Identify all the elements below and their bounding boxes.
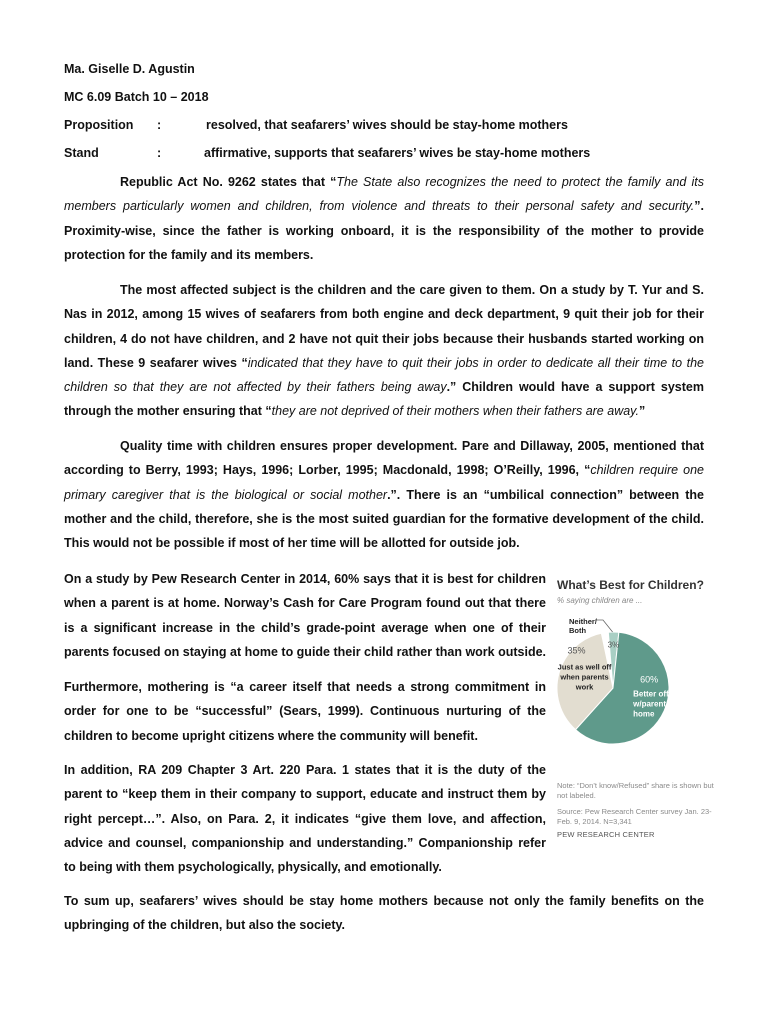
pew-chart — [555, 574, 715, 842]
slice-category-label: Neither/ — [569, 617, 597, 626]
stand-text: affirmative, supports that seafarers’ wives be stay-home mothers — [204, 146, 591, 160]
paragraph-6: In addition, RA 209 Chapter 3 Art. 220 Para. 1 states that it is the duty of the parent to “keep them in their company to support, educate and instruct them by right percept…”. Also, on Para. 2, it indicates “give them love, and affection, advice and counsel, companionship and understanding.” Companionship refer to being with them psychologically, physically, and emotionally. — [64, 763, 546, 875]
chart-source: Source: Pew Research Center survey Jan. 23-Feb. 9, 2014. N=3,341 — [557, 807, 712, 826]
slice-category-label: Both — [569, 626, 587, 635]
chart-subtitle: % saying children are ... — [557, 596, 643, 605]
slice-category-label: when parents — [560, 672, 609, 682]
stand-row — [64, 146, 724, 162]
paragraph-3: Quality time with children ensures proper development. Pare and Dillaway, 2005, mentioned that according to Berry, 1993; Hays, 1996; Lorber, 1995; Macdonald, 1998; O’Reilly, 1996, “children require one primary caregiver that is the biological or social mother.”. There is an “umbilical connection” between the mother and the child, therefore, she is the most suited guardian for the formative development of the child. This would not be possible if most of her time will be allotted for outside job. — [64, 439, 704, 551]
stand-label: Stand — [64, 146, 99, 160]
proposition-separator: : — [157, 118, 162, 132]
chart-brand: PEW RESEARCH CENTER — [557, 830, 655, 839]
chart-title: What’s Best for Children? — [557, 578, 704, 592]
pie-chart — [555, 574, 715, 774]
paragraph-5: Furthermore, mothering is “a career itself that needs a strong commitment in order for one to be “successful” (Sears, 1999). Continuous nurturing of the children to become upright citizens where the community will benefit. — [64, 680, 546, 743]
author-name: Ma. Giselle D. Agustin — [64, 62, 195, 76]
chart-note: Note: “Don’t know/Refused” share is shown but not labeled. — [557, 781, 714, 800]
slice-value-label: 60% — [640, 674, 659, 685]
proposition-text: resolved, that seafarers’ wives should be stay-home mothers — [206, 118, 568, 132]
proposition-label: Proposition — [64, 118, 134, 132]
slice-category-label: w/parent at — [633, 699, 676, 709]
callout-line — [595, 620, 613, 632]
paragraph-4: On a study by Pew Research Center in 2014, 60% says that it is best for children when a parent is at home. Norway’s Cash for Care Program found out that there is a significant increase in the child’s grade-point average when one of their parents focused on staying at home to guide their child rather than work outside. — [64, 572, 547, 659]
slice-category-label: Better off — [633, 689, 669, 699]
slice-value-label: 35% — [567, 645, 586, 656]
paragraph-1: Republic Act No. 9262 states that “The State also recognizes the need to protect the family and its members particularly women and children, from violence and threats to their personal safety and security.”. Proximity-wise, since the father is working onboard, it is the responsibility of the mother to provide protection for the family and its members. — [64, 175, 704, 262]
slice-category-label: home — [633, 709, 655, 719]
stand-separator: : — [157, 146, 162, 160]
proposition-row — [64, 118, 724, 134]
paragraph-2: The most affected subject is the children and the care given to them. On a study by T. Yur and S. Nas in 2012, among 15 wives of seafarers from both engine and deck department, 9 quit their job for their children, 4 do not have children, and 2 have not quit their jobs because their husbands started working on land. These 9 seafarer wives “indicated that they have to quit their jobs in order to dedicate all their time to the children so that they are not affected by their fathers being away.” Children would have a support system through the mother ensuring that “they are not deprived of their mothers when their fathers are away.” — [64, 283, 704, 419]
slice-category-label: Just as well off — [557, 662, 612, 672]
paragraph-7: To sum up, seafarers’ wives should be stay home mothers because not only the family benefits on the upbringing of the children, but also the society. — [64, 894, 704, 933]
slice-category-label: work — [575, 682, 594, 692]
course-batch: MC 6.09 Batch 10 – 2018 — [64, 90, 209, 104]
slice-value-label: 3% — [607, 640, 620, 650]
